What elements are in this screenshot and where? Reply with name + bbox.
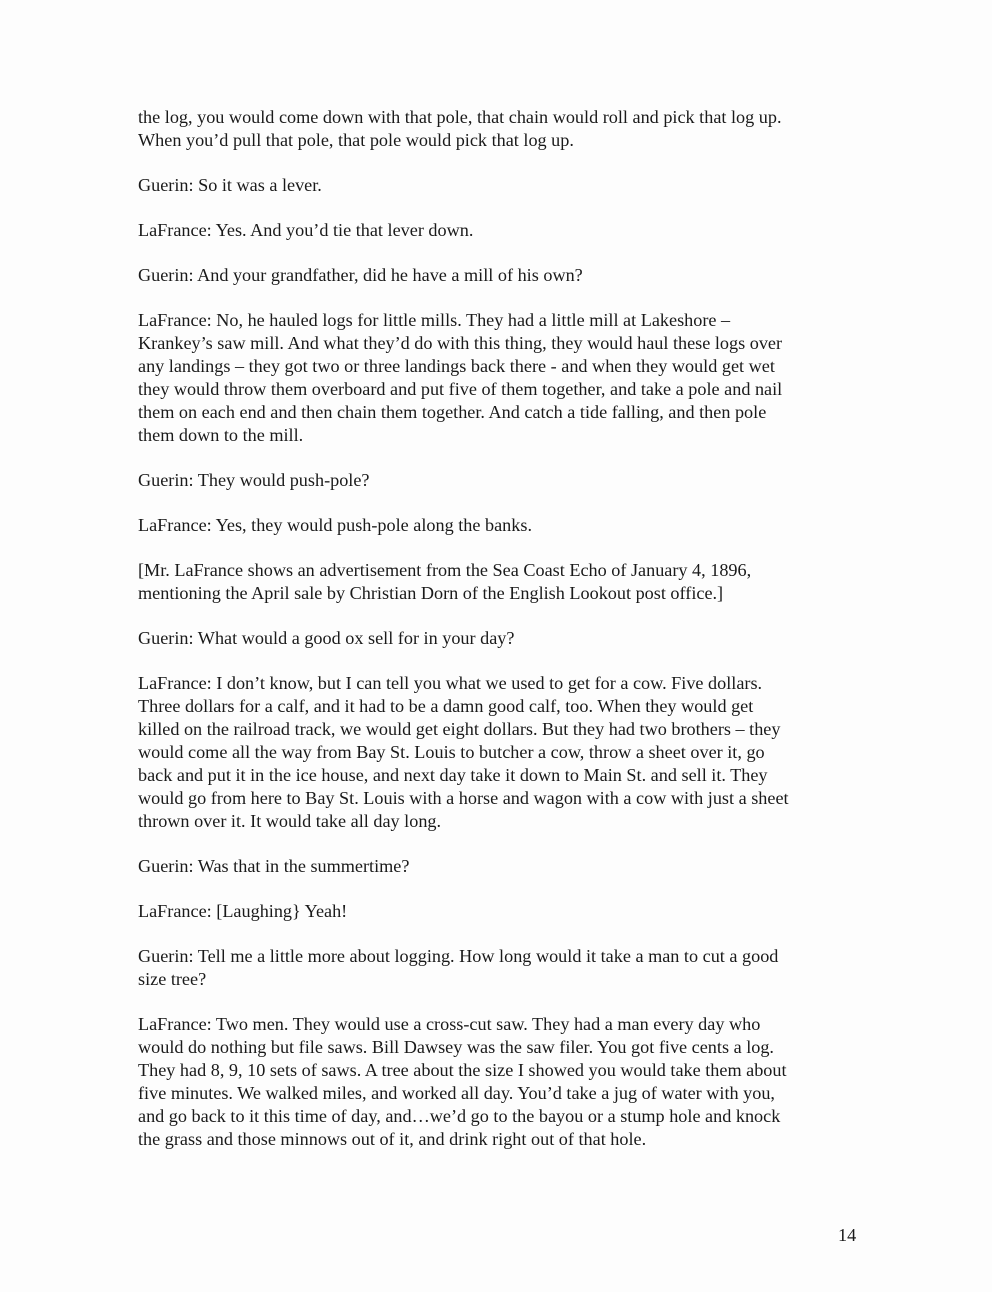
paragraph-guerin-summertime: Guerin: Was that in the summertime? [138,856,410,876]
paragraph-guerin-grandfather: Guerin: And your grandfather, did he have a mill of his own? [138,265,583,285]
paragraph-log-pole: the log, you would come down with that pole, that chain would roll and pick that log up. When you’d pull that pole, that pole would pick that log up. [138,107,782,150]
paragraph-lafrance-cow: LaFrance: I don’t know, but I can tell you what we used to get for a cow. Five dollars. Three dollars for a calf, and it had to be a damn good calf, too. When they would get killed on the railroad track, we would get eight dollars. But they had two brothers – they would come all the way from Bay St. Louis to butcher a cow, throw a sheet over it, go back and put it in the ice house, and next day take it down to Main St. and sell it. They would go from here to Bay St. Louis with a horse and wagon with a cow with just a sheet thrown over it. It would take all day long. [138,673,789,831]
paragraph-guerin-logging: Guerin: Tell me a little more about logging. How long would it take a man to cut a good size tree? [138,946,779,989]
paragraph-lafrance-banks: LaFrance: Yes, they would push-pole along the banks. [138,515,532,535]
paragraph-lafrance-lever: LaFrance: Yes. And you’d tie that lever down. [138,220,474,240]
transcript-body [138,106,868,1173]
paragraph-advertisement-note: [Mr. LaFrance shows an advertisement from the Sea Coast Echo of January 4, 1896, mentioning the April sale by Christian Dorn of the English Lookout post office.] [138,560,752,603]
paragraph-lafrance-mills: LaFrance: No, he hauled logs for little mills. They had a little mill at Lakeshore – Krankey’s saw mill. And what they’d do with this thing, they would haul these logs over any landings – they got two or three landings back there - and when they would get wet they would throw them overboard and put five of them together, and take a pole and nail them on each end and then chain them together. And catch a tide falling, and then pole them down to the mill. [138,310,783,445]
paragraph-lafrance-laughing: LaFrance: [Laughing} Yeah! [138,901,348,921]
page-number: 14 [838,1225,857,1245]
paragraph-guerin-push-pole: Guerin: They would push-pole? [138,470,370,490]
paragraph-lafrance-saws: LaFrance: Two men. They would use a cross-cut saw. They had a man every day who would do nothing but file saws. Bill Dawsey was the saw filer. You got five cents a log. They had 8, 9, 10 sets of saws. A tree about the size I showed you would take them about five minutes. We walked miles, and worked all day. You’d take a jug of water with you, and go back to it this time of day, and…we’d go to the bayou or a stump hole and knock the grass and those minnows out of it, and drink right out of that hole. [138,1014,787,1149]
paragraph-guerin-ox: Guerin: What would a good ox sell for in your day? [138,628,515,648]
paragraph-guerin-lever: Guerin: So it was a lever. [138,175,322,195]
